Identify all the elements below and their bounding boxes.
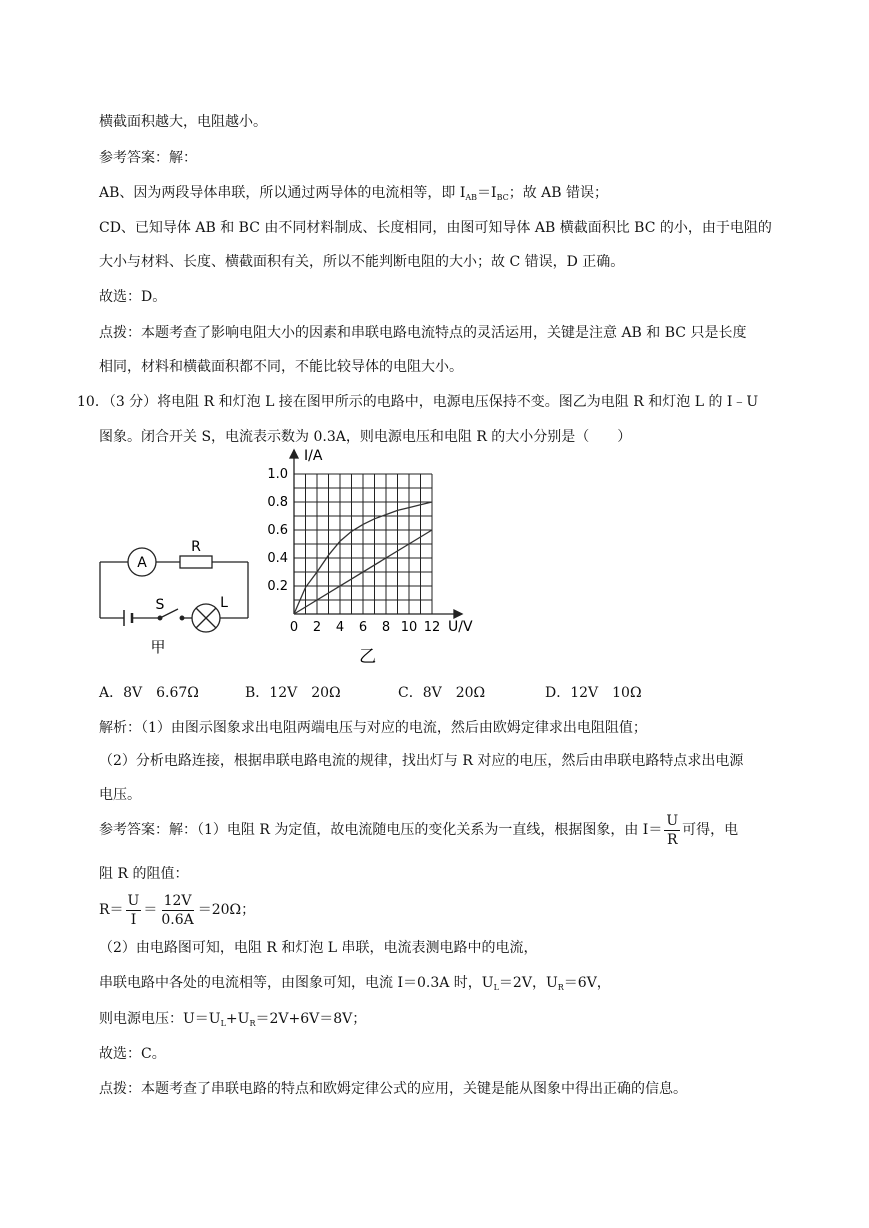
text-line-7: 点拨：本题考查了影响电阻大小的因素和串联电路电流特点的灵活运用，关键是注意 AB 和 BC 只是长度 [99,325,747,341]
chart-tick-labels [267,467,440,635]
question-10-line-1: 10．（3 分）将电阻 R 和灯泡 L 接在图甲所示的电路中，电源电压保持不变。图乙为电阻 R 和灯泡 L 的 I﹣U [77,394,759,410]
text-line-6: 故选：D。 [99,289,167,305]
fraction-numerator: U [127,892,140,909]
question-10-line-2: 图象。闭合开关 S，电流表示数为 0.3A，则电源电压和电阻 R 的大小分别是（ ） [99,429,632,445]
x-axis-arrow [454,610,462,618]
text-line-2: 参考答案：解： [99,150,197,166]
answer-line-3 [99,888,255,932]
text-line-1: 横截面积越大，电阻越小。 [99,114,267,130]
y-axis-label: I/A [304,448,323,464]
equals-sign: ＝ [143,902,158,918]
subscript-r: R [249,1019,256,1028]
option-a: A．8V 6.67Ω [99,685,199,701]
fraction-numerator: U [666,812,679,829]
tip-line: 点拨：本题考查了串联电路的特点和欧姆定律公式的应用，关键是能从图象中得出正确的信息。 [99,1081,687,1097]
y-tick-label: 0.8 [267,495,288,510]
fraction-denominator: 0.6A [161,911,194,928]
text-line-3-c: ；故 AB 错误； [508,185,609,201]
answer-line-1 [99,808,738,852]
x-tick-label: 4 [335,620,345,635]
text-line-4: CD、已知导体 AB 和 BC 由不同材料制成、长度相同，由图可知导体 AB 横截面积比 BC 的小，由于电阻的 [99,220,772,236]
x-tick-label: 6 [358,620,368,635]
text-line-8: 相同，材料和横截面积都不同，不能比较导体的电阻大小。 [99,359,463,375]
equation-lhs: R＝ [99,902,124,918]
text-line-5: 大小与材料、长度、横截面积有关，所以不能判断电阻的大小；故 C 错误，D 正确。 [99,254,625,270]
x-tick-label: 2 [312,620,322,635]
answer-line-6-a: 则电源电压：U＝U [99,1011,221,1027]
ammeter-label: A [137,555,147,571]
subscript-bc: BC [496,193,509,202]
answer-line-6-b: +U [225,1011,250,1027]
text-line-3-a: AB、因为两段导体串联，所以通过两导体的电流相等，即 I [99,185,466,201]
fraction-numerator: 12V [163,892,192,909]
text-line-3-b: ＝I [477,185,497,201]
answer-line-4: （2）由电路图可知，电阻 R 和灯泡 L 串联，电流表测电路中的电流， [99,940,538,956]
answer-line-2: 阻 R 的阻值： [99,866,189,882]
subscript-l: L [220,1019,226,1028]
fraction-u-over-r [664,812,680,849]
analysis-line-2: （2）分析电路连接，根据串联电路电流的规律，找出灯与 R 对应的电压，然后由串联电路特点求出电源 [99,753,744,769]
answer-line-1-b: 可得，电 [682,822,739,838]
answer-line-6 [99,1009,366,1034]
analysis-line-3: 电压。 [99,787,141,803]
fraction-12v-over-06a [159,892,195,929]
fraction-denominator: R [666,831,678,848]
resistor-label: R [191,539,201,555]
option-d: D．12V 10Ω [545,685,642,701]
x-axis-label: U/V [448,619,473,635]
chart-axes [290,450,462,618]
answer-line-5-b: ＝2V，U [498,975,558,991]
y-tick-label: 0.4 [267,551,288,566]
x-tick-label: 10 [400,620,418,635]
answer-line-1-a: 参考答案：解：（1）电阻 R 为定值，故电流随电压的变化关系为一直线，根据图象，由 I＝ [99,822,663,838]
subscript-ab: AB [465,193,478,202]
option-b: B．12V 20Ω [245,685,341,701]
y-tick-label: 1.0 [267,467,288,482]
chart-caption: 乙 [359,647,377,667]
iu-graph [262,448,482,670]
equation-result: ＝20Ω； [197,902,256,918]
lamp-label: L [220,595,228,611]
y-axis-arrow [290,450,298,458]
x-tick-label: 8 [381,620,391,635]
y-tick-label: 0.2 [267,579,288,594]
circuit-caption: 甲 [150,638,166,656]
answer-line-7: 故选：C。 [99,1046,166,1062]
fraction-u-over-i [126,892,142,929]
answer-line-5 [99,973,611,998]
resistor-symbol [180,556,212,568]
answer-line-5-c: ＝6V， [563,975,611,991]
answer-line-6-c: ＝2V+6V＝8V； [255,1011,367,1027]
option-c: C．8V 20Ω [398,685,486,701]
switch-label: S [155,597,165,613]
x-tick-label: 12 [423,620,441,635]
subscript-l: L [493,983,499,992]
x-tick-label: 0 [289,620,299,635]
subscript-r: R [557,983,564,992]
analysis-line-1: 解析：（1）由图示图象求出电阻两端电压与对应的电流，然后由欧姆定律求出电阻阻值； [99,720,647,736]
circuit-diagram [90,535,260,665]
fraction-denominator: I [130,911,137,928]
y-tick-label: 0.6 [267,523,288,538]
answer-line-5-a: 串联电路中各处的电流相等，由图象可知，电流 I＝0.3A 时，U [99,975,494,991]
chart-grid [294,474,432,614]
text-line-3 [99,183,608,208]
